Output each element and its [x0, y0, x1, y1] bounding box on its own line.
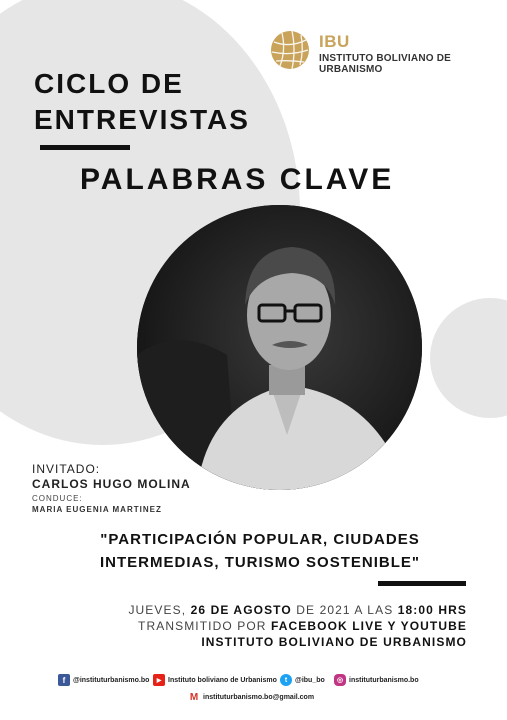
- schedule-line-1: [128, 604, 467, 616]
- social-instagram[interactable]: [334, 673, 419, 687]
- social-twitter[interactable]: [280, 673, 325, 687]
- twitter-icon: t: [280, 674, 292, 686]
- title-line-1: CICLO DE: [34, 68, 184, 99]
- schedule-line-3: [201, 636, 467, 648]
- event-time: 18:00 HRS: [397, 603, 467, 617]
- brand-abbreviation: IBU: [319, 32, 350, 51]
- divider-bar-bottom: [378, 581, 466, 586]
- social-youtube[interactable]: [153, 673, 277, 687]
- event-date: 26 DE AGOSTO: [190, 603, 292, 617]
- schedule-line-2: [138, 620, 467, 632]
- guest-label: INVITADO:: [32, 462, 101, 476]
- quote-line-2: INTERMEDIAS, TURISMO SOSTENIBLE": [100, 554, 420, 571]
- facebook-handle: @instituturbanismo.bo: [73, 676, 150, 684]
- divider-bar-top: [40, 145, 130, 150]
- background-circle-right: [430, 298, 507, 418]
- host-name: MARIA EUGENIA MARTINEZ: [32, 505, 162, 514]
- broadcast-org: INSTITUTO BOLIVIANO DE URBANISMO: [201, 635, 467, 649]
- youtube-handle: Instituto boliviano de Urbanismo: [168, 676, 277, 684]
- social-facebook[interactable]: [58, 673, 149, 687]
- youtube-icon: ▶: [153, 674, 165, 686]
- twitter-handle: @ibu_bo: [295, 676, 325, 684]
- title-line-2: ENTREVISTAS: [34, 104, 250, 135]
- guest-photo: [137, 205, 422, 490]
- gmail-icon: M: [189, 691, 199, 703]
- broadcast-prefix: TRANSMITIDO POR: [138, 619, 267, 633]
- guest-name: CARLOS HUGO MOLINA: [32, 477, 191, 491]
- broadcast-platforms: FACEBOOK LIVE Y YOUTUBE: [270, 619, 467, 633]
- host-label: CONDUCE:: [32, 494, 83, 503]
- event-day: JUEVES,: [128, 603, 187, 617]
- instagram-handle: instituturbanismo.bo: [349, 676, 419, 684]
- quote-line-1: "PARTICIPACIÓN POPULAR, CIUDADES: [100, 531, 420, 548]
- facebook-icon: f: [58, 674, 70, 686]
- instagram-icon: ◎: [334, 674, 346, 686]
- social-email[interactable]: [188, 690, 314, 704]
- email-address: instituturbanismo.bo@gmail.com: [203, 693, 315, 701]
- globe-logo-icon: [270, 30, 310, 70]
- brand-name: INSTITUTO BOLIVIANO DE URBANISMO: [319, 53, 451, 75]
- event-subtitle: PALABRAS CLAVE: [80, 163, 395, 196]
- event-year: DE 2021 A LAS: [296, 603, 394, 617]
